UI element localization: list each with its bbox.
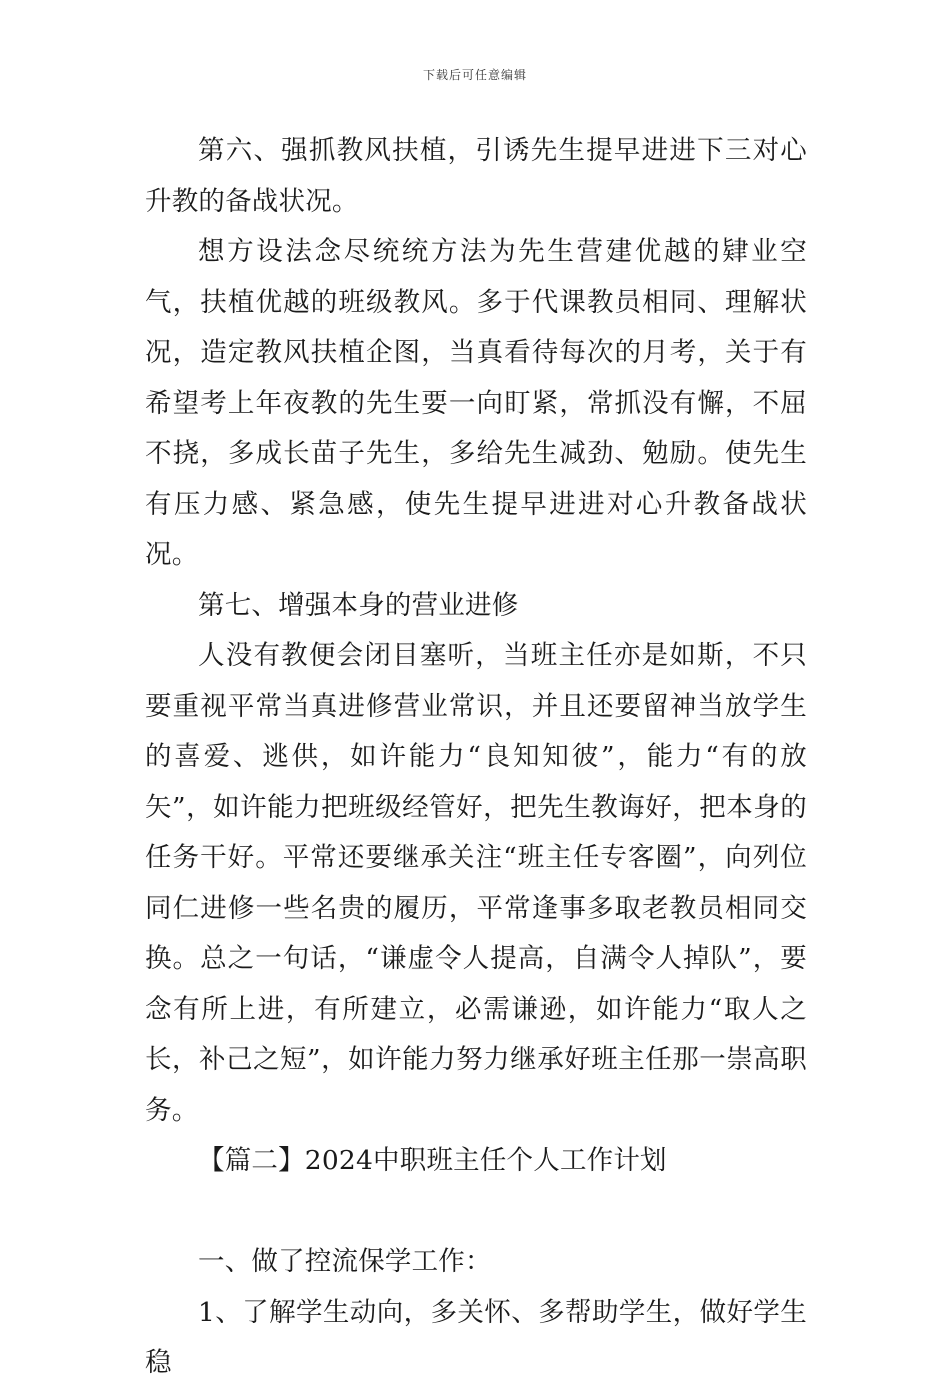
paragraph-part-two-title: 【篇二】2024中职班主任个人工作计划 bbox=[198, 1145, 667, 1176]
paragraph-section-seven-heading: 第七、增强本身的营业进修 bbox=[198, 589, 519, 621]
paragraph-item-one-heading: 一、做了控流保学工作： bbox=[198, 1246, 492, 1277]
paragraph-section-six-body: 想方设法念尽统统方法为先生营建优越的肄业空气，扶植优越的班级教风。多于代课教员相同、理解状况，造定教风扶植企图，当真看待每次的月考，关于有希望考上年夜教的先生要一向盯紧，常抓没有懈，不屈不挠，多成长苗子先生，多给先生减劲、勉励。使先生有压力感、紧急感，使先生提早进进对心升教备战状况。 bbox=[145, 236, 807, 570]
blank-line bbox=[145, 1187, 807, 1238]
paragraph-section-six-heading: 第六、强抓教风扶植，引诱先生提早进进下三对心升教的备战状况。 bbox=[145, 135, 807, 217]
paragraph-section-seven-body: 人没有教便会闭目塞听，当班主任亦是如斯，不只要重视平常当真进修营业常识，并且还要留神当放学生的喜爱、逃供，如许能力“良知知彼”，能力“有的放矢”，如许能力把班级经管好，把先生教诲好，把本身的任务干好。平常还要继承关注“班主任专客圈”，向列位同仁进修一些名贵的履历，平常逢事多取老教员相同交换。总之一句话，“谦虚令人提高，自满令人掉队”，要念有所上进，有所建立，必需谦逊，如许能力“取人之长，补己之短”，如许能力努力继承好班主任那一崇高职务。 bbox=[145, 640, 807, 1126]
paragraph-item-one-point-one: 1、了解学生动向，多关怀、多帮助学生，做好学生稳 bbox=[145, 1296, 807, 1378]
document-body bbox=[145, 126, 807, 1389]
page-header: 下载后可任意编辑 bbox=[422, 68, 527, 82]
